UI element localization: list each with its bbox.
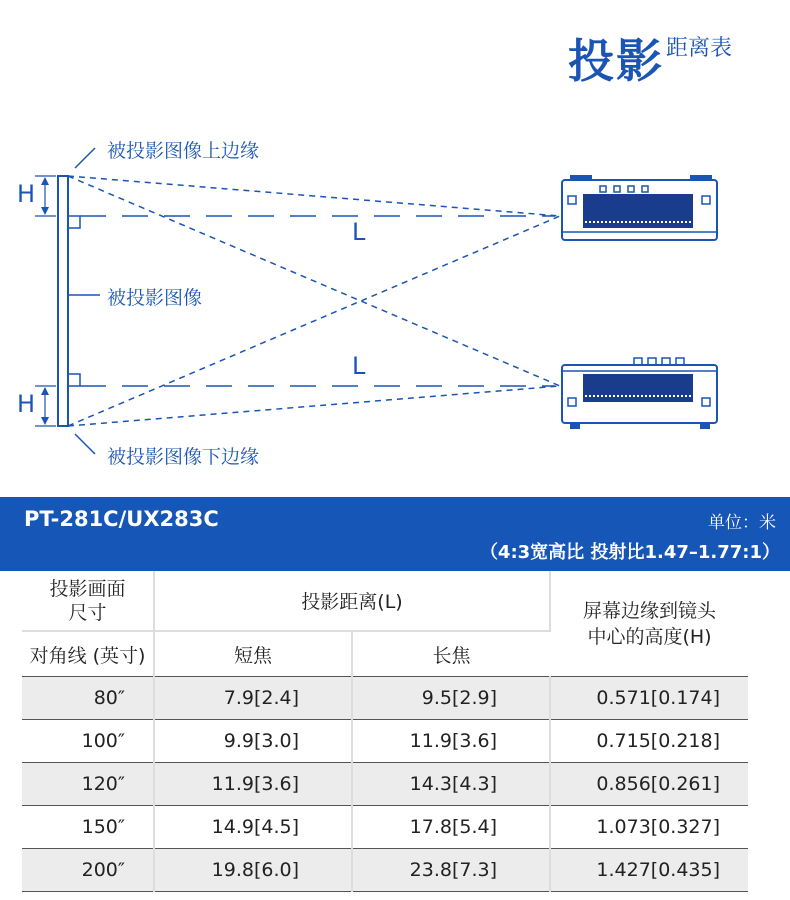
cell-short: 14.9[4.5] — [154, 806, 352, 849]
pointer-top — [75, 148, 95, 168]
col-diagonal: 对角线 (英寸) — [22, 631, 154, 677]
table-row — [22, 806, 748, 849]
cell-long: 11.9[3.6] — [352, 720, 550, 763]
cell-short: 11.9[3.6] — [154, 763, 352, 806]
col-long: 长焦 — [352, 631, 550, 677]
title-main: 投影 — [567, 34, 664, 88]
h-top-arrow-down — [41, 207, 49, 215]
ratio-label: （4:3宽高比 投射比1.47–1.77:1） — [479, 542, 780, 563]
table-row — [22, 763, 748, 806]
cell-size: 120″ — [22, 763, 154, 806]
right-angle-mark-top — [68, 216, 80, 228]
projector-icon-bottom — [562, 358, 717, 429]
beam-top-lower — [68, 216, 560, 426]
distance-table — [22, 571, 748, 892]
cell-size: 200″ — [22, 849, 154, 892]
screen-bar — [58, 176, 68, 426]
cell-height: 0.715[0.218] — [550, 720, 748, 763]
col-height: 屏幕边缘到镜头 中心的高度(H) — [583, 599, 717, 648]
col-short: 短焦 — [154, 631, 352, 677]
h-top-arrow-up — [41, 177, 49, 185]
unit-label: 单位：米 — [708, 513, 776, 533]
table-row — [22, 677, 748, 720]
h-bottom-arrow-up — [41, 387, 49, 395]
h-label-top: H — [17, 180, 36, 208]
title-sub: 距离表 — [665, 36, 732, 61]
header-row-1 — [22, 571, 748, 631]
cell-long: 17.8[5.4] — [352, 806, 550, 849]
l-label-top: L — [352, 218, 366, 246]
label-top-edge: 被投影图像上边缘 — [107, 140, 260, 162]
cell-height: 1.073[0.327] — [550, 806, 748, 849]
cell-height: 1.427[0.435] — [550, 849, 748, 892]
col-screen-size: 投影画面 尺寸 — [22, 571, 154, 631]
cell-height: 0.571[0.174] — [550, 677, 748, 720]
cell-short: 19.8[6.0] — [154, 849, 352, 892]
h-label-bottom: H — [17, 390, 36, 418]
pointer-bottom — [75, 434, 95, 454]
col-distance: 投影距离(L) — [154, 571, 550, 631]
cell-long: 9.5[2.9] — [352, 677, 550, 720]
table-row — [22, 849, 748, 892]
beam-bottom-lower — [68, 386, 560, 426]
page-title — [568, 30, 732, 92]
h-bottom-arrow-down — [41, 417, 49, 425]
projection-diagram — [0, 130, 790, 480]
label-image: 被投影图像 — [107, 287, 203, 309]
label-bottom-edge: 被投影图像下边缘 — [107, 446, 260, 468]
cell-long: 14.3[4.3] — [352, 763, 550, 806]
l-label-bottom: L — [352, 352, 366, 380]
cell-short: 9.9[3.0] — [154, 720, 352, 763]
cell-long: 23.8[7.3] — [352, 849, 550, 892]
beam-top-upper — [68, 176, 560, 216]
cell-height: 0.856[0.261] — [550, 763, 748, 806]
model-name: PT-281C/UX283C — [24, 507, 219, 531]
right-angle-mark-bottom — [68, 374, 80, 386]
table-row — [22, 720, 748, 763]
cell-size: 100″ — [22, 720, 154, 763]
cell-size: 80″ — [22, 677, 154, 720]
cell-size: 150″ — [22, 806, 154, 849]
table-header-bar — [0, 497, 790, 571]
beam-bottom-upper — [68, 176, 560, 386]
projector-icon-top — [562, 175, 717, 240]
cell-short: 7.9[2.4] — [154, 677, 352, 720]
